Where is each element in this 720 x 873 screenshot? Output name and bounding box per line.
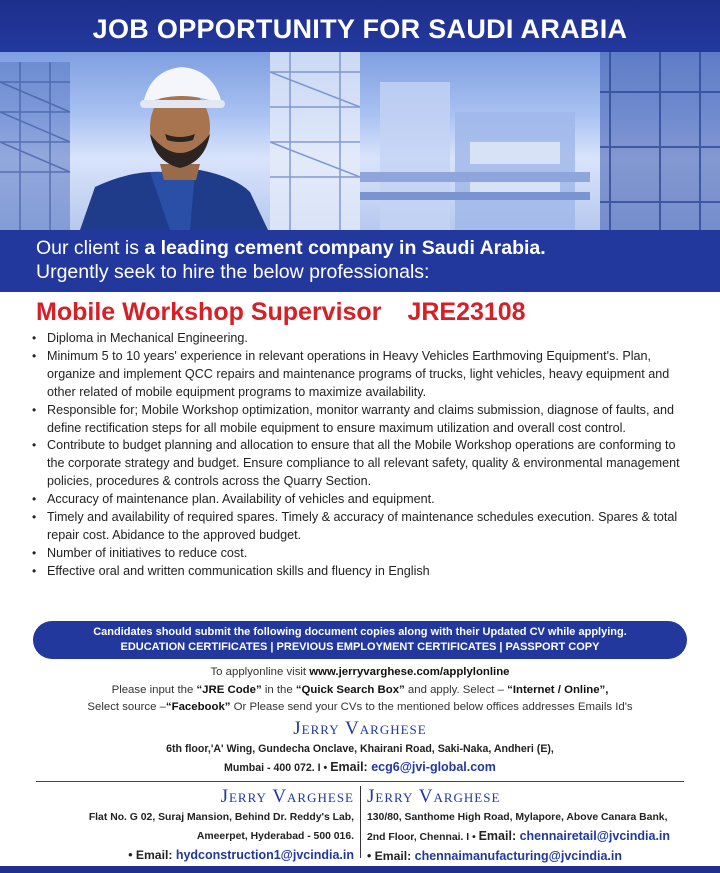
divider [36,781,684,782]
requirements-list [32,330,692,581]
list-item: • Accuracy of maintenance plan. Availability of vehicles and equipment. [32,491,692,509]
office-contact: 2nd Floor, Chennai. I • Email: chennairetail@jvcindia.in [367,829,671,843]
office-address: Flat No. G 02, Suraj Mansion, Behind Dr. Reddy's Lab, [88,812,354,823]
documents-instruction: Candidates should submit the following document copies along with their Updated CV while applying. [93,626,627,638]
office-contact: • Email: hydconstruction1@jvcindia.in [128,848,354,862]
divider [360,786,361,858]
hero-photo [0,52,720,230]
apply-line-2: Please input the “JRE Code” in the “Quick Search Box” and apply. Select – “Internet / Online”, [111,683,609,696]
apply-link[interactable]: www.jerryvarghese.com/applylonline [309,666,510,678]
job-title [36,298,696,327]
job-name: Mobile Workshop Supervisor [36,298,382,326]
company-logo: Jerry Varghese [220,786,354,807]
documents-list: EDUCATION CERTIFICATES | PREVIOUS EMPLOYMENT CERTIFICATES | PASSPORT COPY [120,641,600,653]
apply-line-1: To applyonline visit www.jerryvarghese.com/applylonline [210,666,510,678]
company-logo: Jerry Varghese [293,718,427,739]
page-title: JOB OPPORTUNITY FOR SAUDI ARABIA [92,14,628,44]
email-link[interactable]: ecg6@jvi-global.com [371,760,496,774]
office-address: 130/80, Santhome High Road, Mylapore, Above Canara Bank, [367,812,668,823]
office-address: Ameerpet, Hyderabad - 500 016. [196,831,354,842]
industrial-plant-illustration [0,52,720,230]
list-item: • Effective oral and written communication skills and fluency in English [32,563,692,581]
intro-line-2: Urgently seek to hire the below professionals: [36,261,430,283]
office-contact: • Email: chennaimanufacturing@jvcindia.in [367,849,622,863]
office-address: 6th floor,'A' Wing, Gundecha Onclave, Khairani Road, Saki-Naka, Andheri (E), [166,743,554,755]
company-logo: Jerry Varghese [367,786,501,807]
email-link[interactable]: chennaimanufacturing@jvcindia.in [414,849,622,863]
office-chennai [367,786,687,866]
office-mumbai [0,718,720,777]
intro-line-1: Our client is a leading cement company in Saudi Arabia. [36,237,546,259]
office-hyderabad [40,786,354,865]
list-item: • Diploma in Mechanical Engineering. [32,330,692,348]
job-code: JRE23108 [407,298,526,326]
hero-banner [0,0,720,292]
email-link[interactable]: hydconstruction1@jvcindia.in [175,848,354,862]
email-link[interactable]: chennairetail@jvcindia.in [519,829,671,843]
list-item: • Minimum 5 to 10 years' experience in relevant operations in Heavy Vehicles Earthmoving Equipment's. Plan, organize and implement QCC repairs and maintenance programs of trucks, light vehicles, heavy equipment and other related of mobile equipment programs to maximize availability. [32,348,692,402]
list-item: • Number of initiatives to reduce cost. [32,545,692,563]
office-contact: Mumbai - 400 072. I • Email: ecg6@jvi-global.com [224,760,496,774]
list-item: • Contribute to budget planning and allocation to ensure that all the Mobile Workshop operations are conforming to the corporate strategy and budget. Ensure compliance to all relevant safety, quality & environmental management policies, procedures & controls across the Quarry Section. [32,437,692,491]
list-item: • Timely and availability of required spares. Timely & accuracy of maintenance schedules execution. Spares & total repair cost. Abidance to the approved budget. [32,509,692,545]
apply-line-3: Select source –“Facebook” Or Please send your CVs to the mentioned below offices addresses Emails Id's [87,701,633,713]
apply-instructions [0,664,720,717]
documents-banner [33,621,687,659]
footer-bar [0,866,720,873]
list-item: • Responsible for; Mobile Workshop optimization, monitor warranty and claims submission, diagnose of faults, and define rectification steps for all mobile equipment to ensure maximum utilization and overall cost control. [32,402,692,438]
